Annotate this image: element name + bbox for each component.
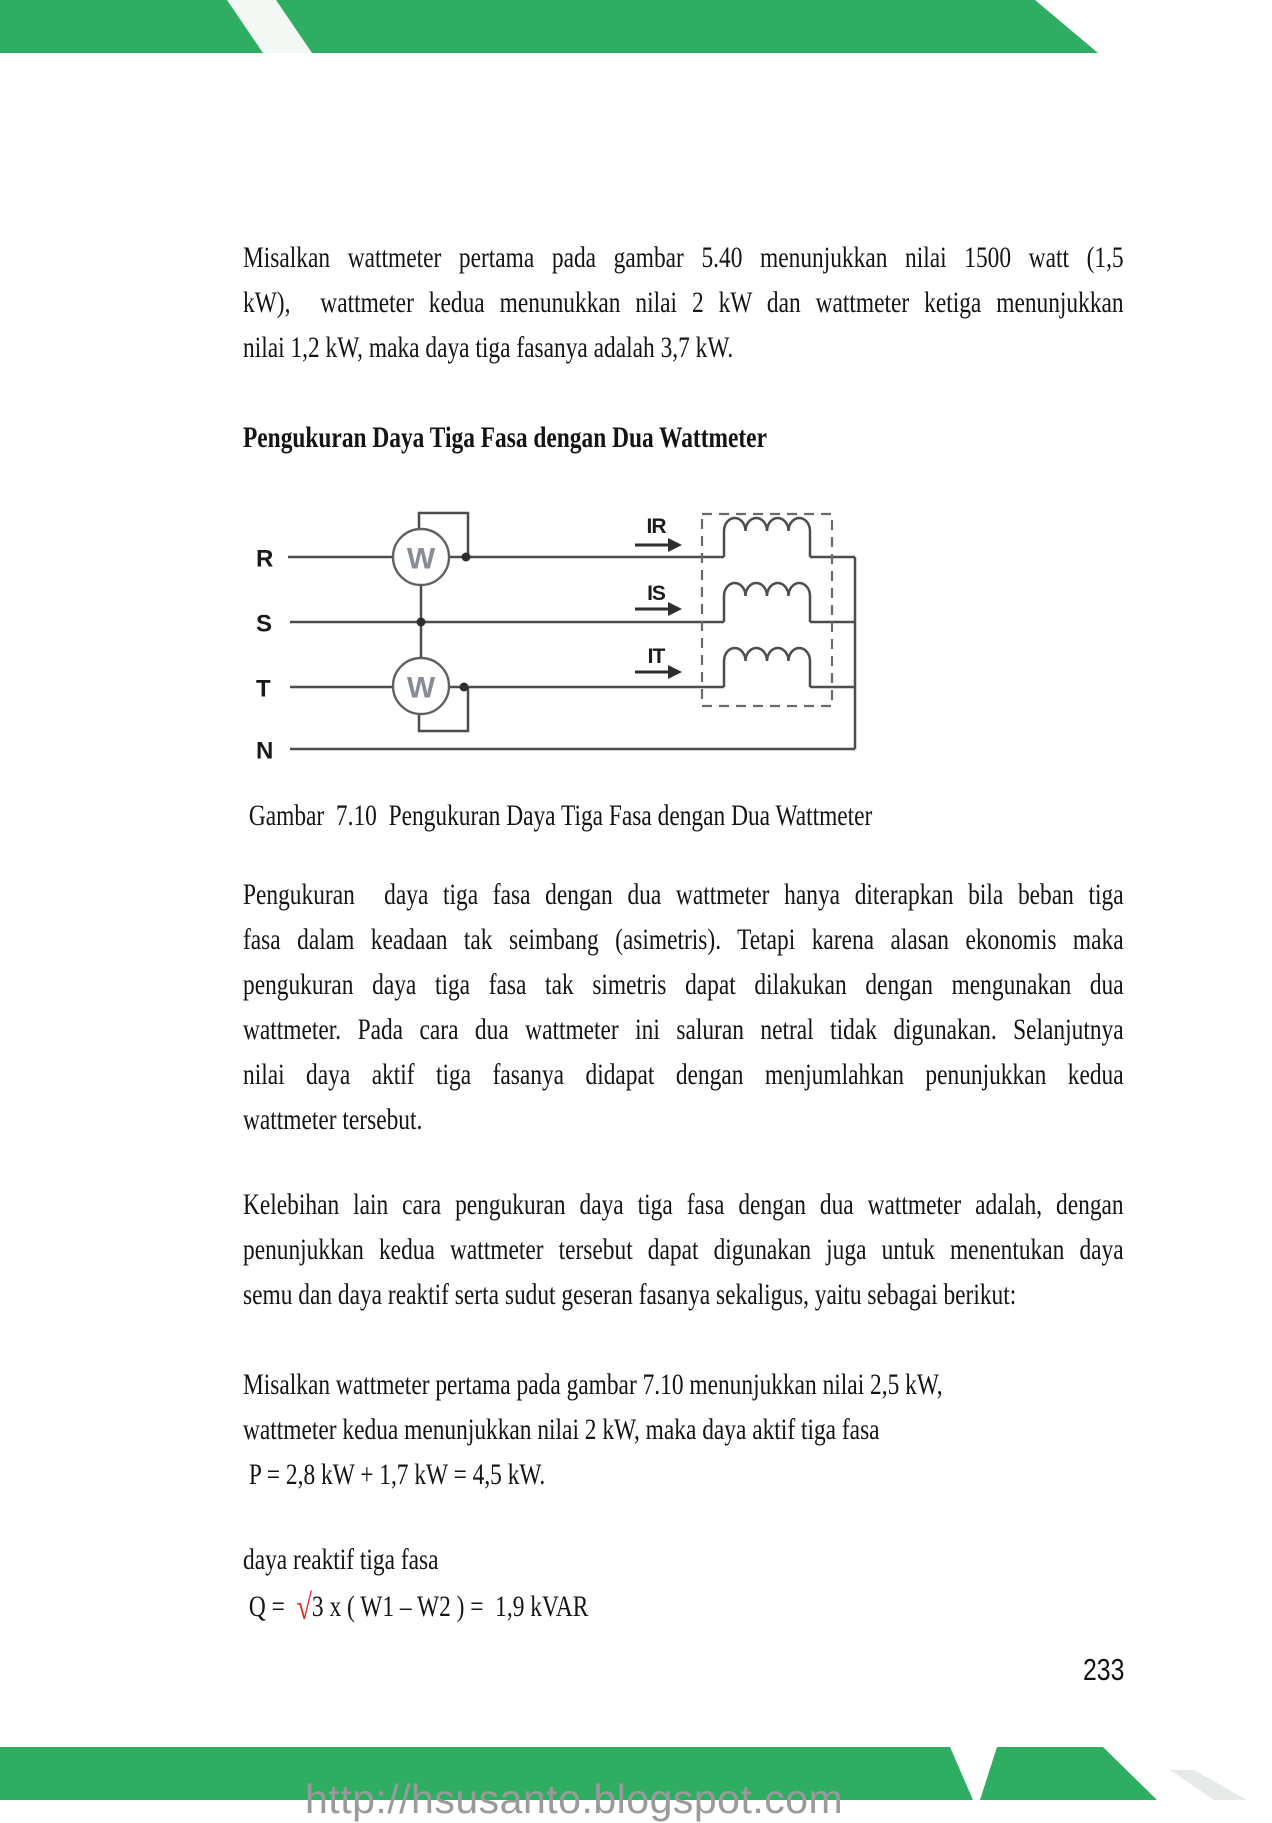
- paragraph-line: nilai 1,2 kW, maka daya tiga fasanya adalah 3,7 kW.: [243, 331, 734, 364]
- load-coil-t: [724, 648, 810, 687]
- load-dashed-box: [702, 514, 832, 706]
- section-heading: Pengukuran Daya Tiga Fasa dengan Dua Wattmeter: [243, 421, 767, 454]
- phase-label-n: N: [256, 737, 274, 765]
- paragraph-1: [243, 235, 1124, 370]
- current-label-is: IS: [647, 582, 665, 605]
- paragraph-line: wattmeter tersebut.: [243, 1103, 423, 1136]
- current-arrowhead: [668, 665, 682, 679]
- junction-dot: [460, 683, 469, 692]
- watermark-url: http://hsusanto.blogspot.com: [305, 1776, 844, 1822]
- paragraph-3: [243, 1182, 1124, 1317]
- load-coil-s: [724, 583, 810, 622]
- page-number: 233: [1083, 1652, 1125, 1687]
- paragraph-line: Misalkan wattmeter pertama pada gambar 5.40 menunjukkan nilai 1500 watt (1,5: [243, 241, 1124, 274]
- paragraph-line: kW), wattmeter kedua menunukkan nilai 2 kW dan wattmeter ketiga menunjukkan: [243, 286, 1124, 319]
- paragraph-4: [243, 1362, 1124, 1497]
- current-arrowhead: [668, 538, 682, 552]
- paragraph-line: pengukuran daya tiga fasa tak simetris dapat dilakukan dengan mengunakan dua: [243, 968, 1124, 1001]
- top-banner: [0, 0, 1272, 53]
- current-label-it: IT: [647, 645, 665, 668]
- paragraph-line: nilai daya aktif tiga fasanya didapat dengan menjumlahkan penunjukkan kedua: [243, 1058, 1124, 1091]
- active-power-formula: P = 2,8 kW + 1,7 kW = 4,5 kW.: [243, 1458, 546, 1491]
- wattmeter2-label: W: [406, 671, 436, 705]
- paragraph-line: penunjukkan kedua wattmeter tersebut dapat digunakan juga untuk menentukan daya: [243, 1233, 1124, 1266]
- bottom-banner-green-trapezoid: [980, 1747, 1157, 1800]
- paragraph-line: wattmeter. Pada cara dua wattmeter ini saluran netral tidak digunakan. Selanjutnya: [243, 1013, 1124, 1046]
- circuit-diagram-figure: [235, 490, 895, 790]
- phase-label-t: T: [256, 675, 271, 703]
- paragraph-line: wattmeter kedua menunjukkan nilai 2 kW, maka daya aktif tiga fasa: [243, 1413, 880, 1446]
- top-banner-green-bar: [0, 0, 1098, 53]
- phase-label-r: R: [256, 545, 274, 573]
- formula-q-rest: 3 x ( W1 – W2 ) = 1,9 kVAR: [311, 1590, 589, 1623]
- paragraph-line: semu dan daya reaktif serta sudut geseran fasanya sekaligus, yaitu sebagai berikut:: [243, 1278, 1017, 1311]
- paragraph-line: Pengukuran daya tiga fasa dengan dua wattmeter hanya diterapkan bila beban tiga: [243, 878, 1124, 911]
- reactive-power-intro: daya reaktif tiga fasa: [243, 1543, 439, 1576]
- sqrt-symbol: √: [296, 1587, 312, 1627]
- reactive-power-formula: [243, 1584, 1124, 1629]
- load-coil-r: [724, 518, 810, 557]
- figure-caption: Gambar 7.10 Pengukuran Daya Tiga Fasa dengan Dua Wattmeter: [243, 799, 873, 832]
- paragraph-line: Kelebihan lain cara pengukuran daya tiga fasa dengan dua wattmeter adalah, dengan: [243, 1188, 1124, 1221]
- paragraph-2: [243, 872, 1124, 1142]
- current-label-ir: IR: [646, 515, 666, 538]
- wattmeter1-label: W: [406, 542, 436, 576]
- junction-dot: [417, 618, 426, 627]
- formula-q-prefix: Q =: [243, 1590, 297, 1623]
- junction-dot: [462, 553, 471, 562]
- bottom-banner-shadow-stripe: [1170, 1770, 1247, 1800]
- paragraph-line: fasa dalam keadaan tak seimbang (asimetris). Tetapi karena alasan ekonomis maka: [243, 923, 1124, 956]
- phase-label-s: S: [256, 610, 273, 638]
- current-arrowhead: [668, 602, 682, 616]
- paragraph-line: Misalkan wattmeter pertama pada gambar 7.10 menunjukkan nilai 2,5 kW,: [243, 1368, 943, 1401]
